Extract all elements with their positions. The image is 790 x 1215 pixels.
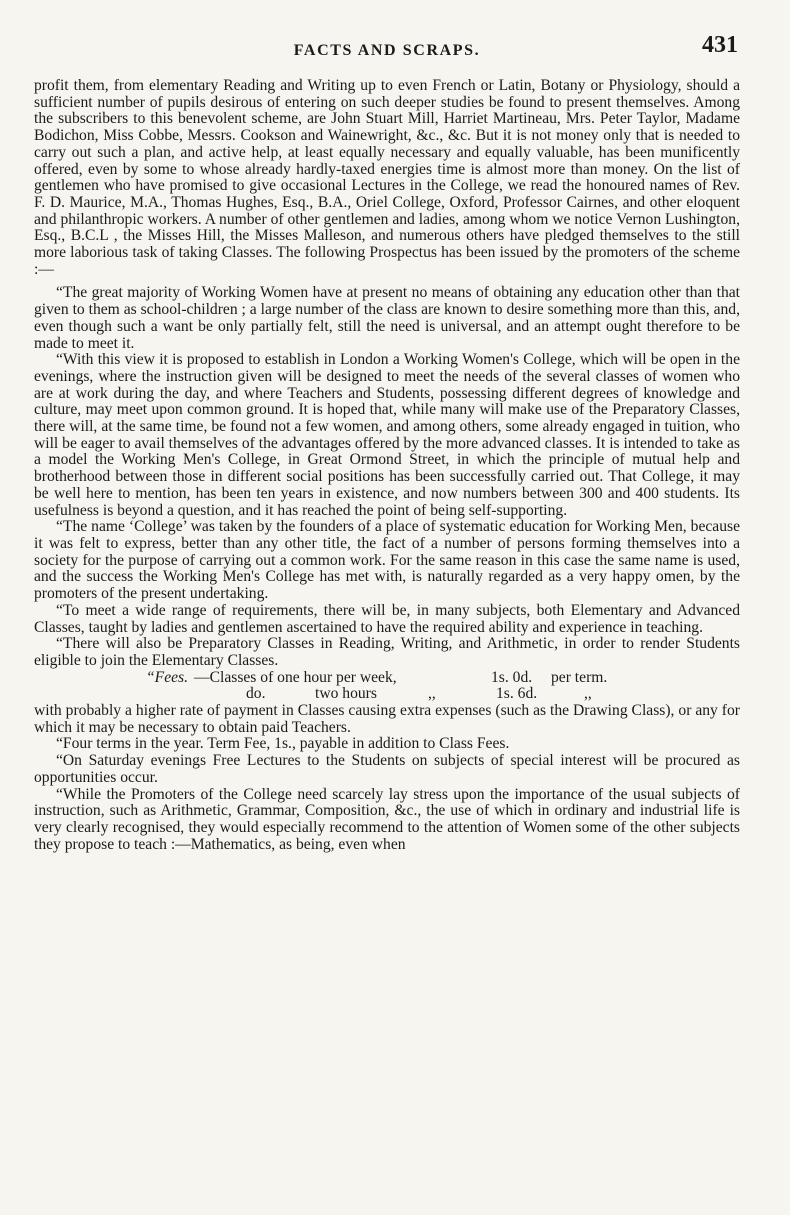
fees-ditto-mark: ,,: [584, 685, 592, 703]
fees-ditto: do.: [246, 685, 266, 703]
paragraph-prospectus-2: “With this view it is proposed to establish in London a Working Women's College, which will be open in the evenings, where the instruction given will be designed to meet the needs of the several classes of women who are at work during the day, and where Teachers and Students, possessing different degrees of knowledge and culture, may meet upon common ground. It is hoped that, while many will make use of the Preparatory Classes, there will, at the same time, be found not a few women, and among others, some already engaged in tuition, who will be eager to avail themselves of the advantages offered by the more advanced classes. It is intended to take as a model the Working Men's College, in Great Ormond Street, in which the principle of mutual help and brotherhood between those in different social positions has been successfully carried out. That College, it may be well here to mention, has been ten years in existence, and now numbers between 300 and 400 students. Its usefulness is beyond a question, and it has reached the point of being self-supporting.: [34, 351, 740, 519]
paragraph-prospectus-1: “The great majority of Working Women have at present no means of obtaining any education other than that given to them as school-children ; a large number of the class are known to desire something more than this, and, even though such a want be only partially felt, still the need is universal, and an attempt ought therefore to be made to meet it.: [34, 284, 740, 352]
fees-hours: two hours: [315, 685, 377, 703]
fees-label: “Fees.: [146, 668, 189, 686]
paragraph-prospectus-4: “To meet a wide range of requirements, there will be, in many subjects, both Elementary and Advanced Classes, taught by ladies and gentlemen ascertained to have the required ability and experience in teaching.: [34, 601, 740, 636]
paragraph-fees-note: with probably a higher rate of payment in Classes causing extra expenses (such as the Drawing Class), or any for which it may be necessary to obtain paid Teachers.: [34, 701, 740, 736]
paragraph-intro: profit them, from elementary Reading and Writing up to even French or Latin, Botany or Physiology, should a sufficient number of pupils desirous of entering on such deeper studies be found to present themselves. Among the subscribers to this benevolent scheme, are John Stuart Mill, Harriet Martineau, Mrs. Peter Taylor, Madame Bodichon, Miss Cobbe, Messrs. Cookson and Wainewright, &c., &c. But it is not money only that is needed to carry out such a plan, and active help, at least equally necessary and equally valuable, has been munificently offered, even by some to whose already hardly-taxed energies time is almost more than money. On the list of gentlemen who have promised to give occasional Lectures in the College, we read the honoured names of Rev. F. D. Maurice, M.A., Thomas Hughes, Esq., B.A., Oriel College, Oxford, Professor Cairnes, and other eloquent and philanthropic workers. A number of other gentlemen and ladies, among whom we notice Vernon Lushington, Esq., B.C.L , the Misses Hill, the Misses Malleson, and numerous others have pledged themselves to the still more laborious task of taking Classes. The following Prospectus has been issued by the promoters of the scheme :—: [34, 77, 740, 278]
fees-price: 1s. 6d.: [496, 685, 538, 703]
body-text: [34, 78, 740, 853]
fees-ditto-mark: ,,: [428, 685, 436, 703]
fees-row: [34, 686, 740, 703]
fees-table: [34, 670, 740, 703]
book-page: [34, 28, 740, 853]
paragraph-lectures: “On Saturday evenings Free Lectures to the Students on subjects of special interest will be procured as opportunities occur.: [34, 752, 740, 786]
paragraph-prospectus-3: “The name ‘College’ was taken by the founders of a place of systematic education for Working Men, because it was felt to express, better than any other title, the fact of a number of persons forming themselves into a society for the purpose of carrying out a common work. For the same reason in this case the same name is used, and the success the Working Men's College has met with, is naturally regarded as a very happy omen, by the promoters of the present undertaking.: [34, 518, 740, 603]
running-head: FACTS AND SCRAPS.: [293, 42, 481, 59]
page-header: [34, 28, 740, 78]
page-number: 431: [702, 32, 738, 58]
fees-unit: per term.: [551, 668, 608, 686]
paragraph-prospectus-5: “There will also be Preparatory Classes in Reading, Writing, and Arithmetic, in order to render Students eligible to join the Elementary Classes.: [34, 635, 740, 669]
fees-price: 1s. 0d.: [491, 668, 533, 686]
fees-description: —Classes of one hour per week,: [194, 668, 397, 686]
paragraph-subjects: “While the Promoters of the College need scarcely lay stress upon the importance of the usual subjects of instruction, such as Arithmetic, Grammar, Composition, &c., the use of which in ordinary and industrial life is very clearly recognised, they would especially recommend to the attention of Women some of the other subjects they propose to teach :—Mathematics, as being, even when: [34, 785, 740, 853]
fees-row: [34, 670, 740, 687]
paragraph-terms: “Four terms in the year. Term Fee, 1s., payable in addition to Class Fees.: [56, 735, 510, 753]
